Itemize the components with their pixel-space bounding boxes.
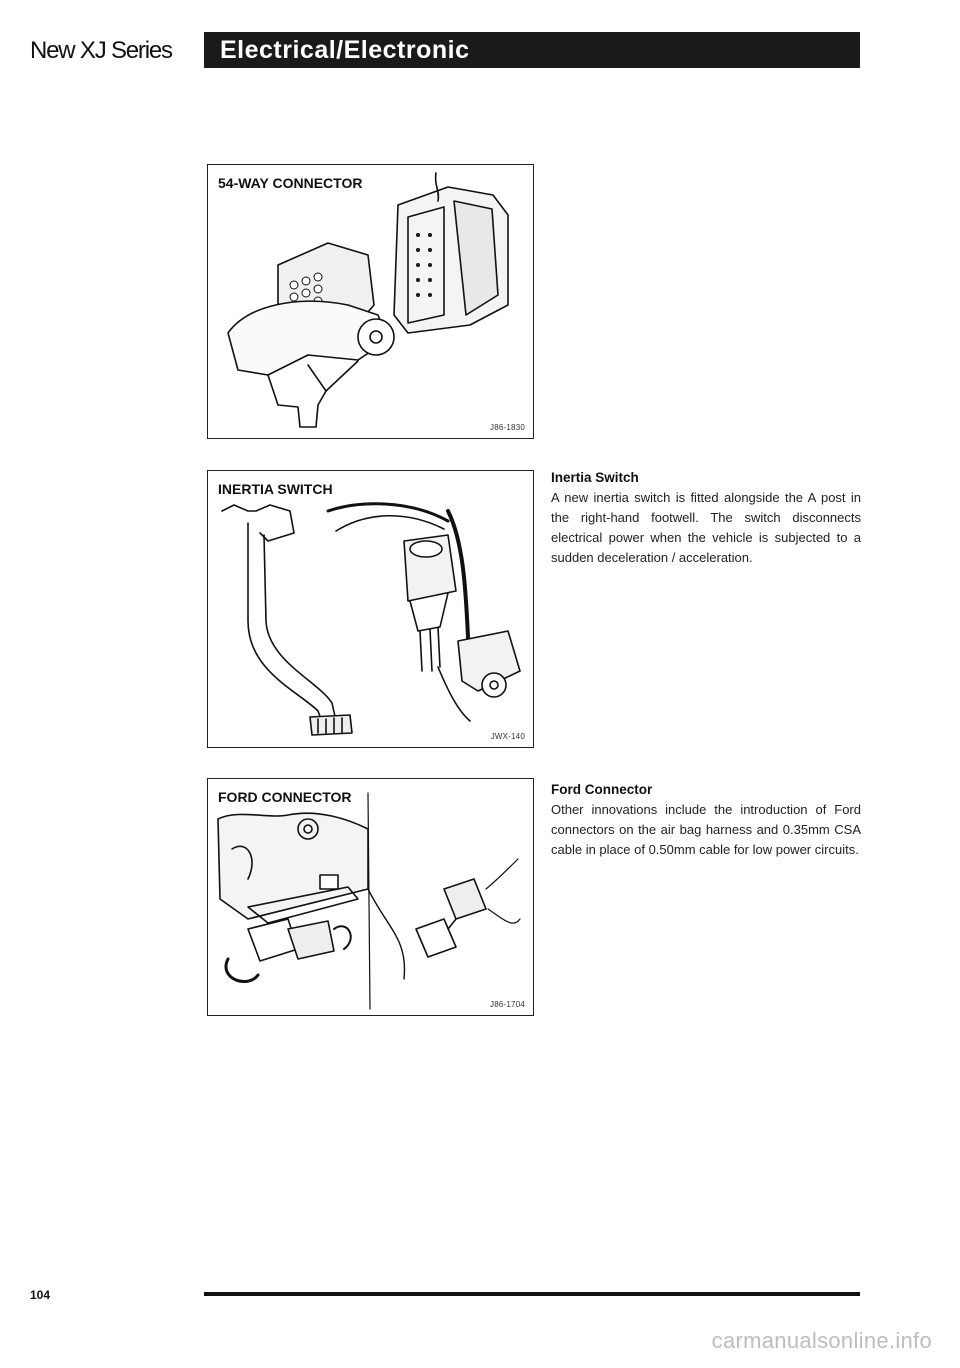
figure-ford-connector <box>207 778 534 1016</box>
section-ford-connector <box>551 782 861 860</box>
header-series-title: New XJ Series <box>30 37 172 64</box>
watermark-text: carmanualsonline.info <box>711 1328 932 1353</box>
figure-reference: J86-1830 <box>490 423 525 432</box>
header-section-title: Electrical/Electronic <box>220 36 470 64</box>
figure-title: 54-WAY CONNECTOR <box>218 175 363 191</box>
figure-reference: JWX-140 <box>490 732 525 741</box>
figure-reference: J86-1704 <box>490 1000 525 1009</box>
footer-rule <box>204 1292 860 1296</box>
figure-inertia-switch <box>207 470 534 748</box>
page-number: 104 <box>30 1288 51 1302</box>
figure-title: INERTIA SWITCH <box>218 481 333 497</box>
figure-title: FORD CONNECTOR <box>218 789 352 805</box>
connector-illustration <box>208 165 532 437</box>
section-heading: Inertia Switch <box>551 470 639 485</box>
section-body: A new inertia switch is fitted alongside the A post in the right-hand footwell. The switch disconnects electrical power when the vehicle is subjected to a sudden deceleration / acceleration. <box>551 490 861 565</box>
ford-connector-illustration <box>208 779 532 1014</box>
figure-54-way-connector <box>207 164 534 439</box>
section-inertia-switch <box>551 470 861 568</box>
inertia-switch-illustration <box>208 471 532 746</box>
section-body: Other innovations include the introduction of Ford connectors on the air bag harness and 0.35mm CSA cable in place of 0.50mm cable for low power circuits. <box>551 802 861 857</box>
header-section-bar <box>204 32 860 68</box>
section-heading: Ford Connector <box>551 782 653 797</box>
